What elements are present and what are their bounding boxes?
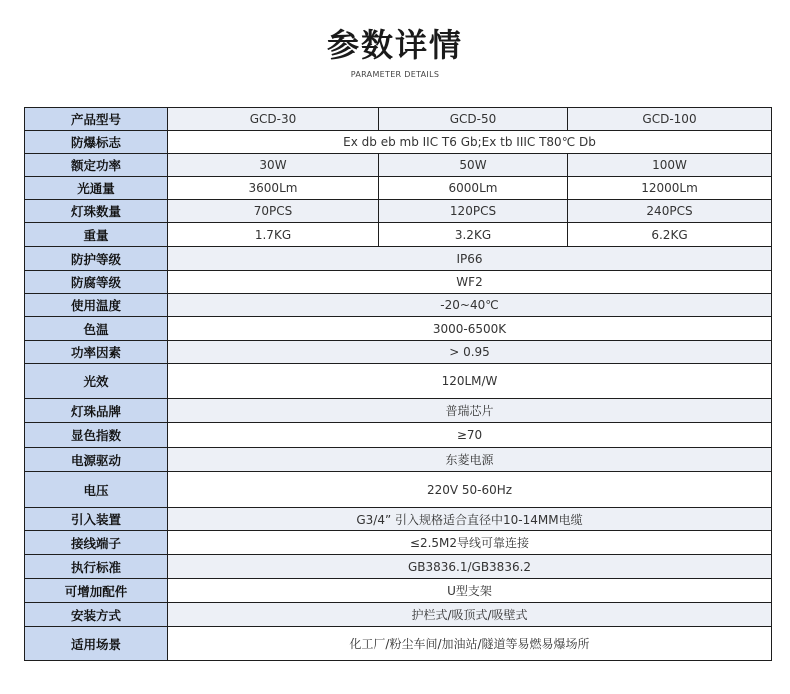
- row-label: 防爆标志: [25, 131, 168, 154]
- row-value: ≥70: [168, 423, 772, 448]
- row-value: 30W: [168, 154, 379, 177]
- row-value: 240PCS: [568, 200, 772, 223]
- row-value: 6000Lm: [379, 177, 568, 200]
- table-row: [25, 579, 772, 603]
- row-value: 70PCS: [168, 200, 379, 223]
- row-value: 护栏式/吸顶式/吸壁式: [168, 603, 772, 627]
- row-label: 电压: [25, 472, 168, 508]
- row-label: 光通量: [25, 177, 168, 200]
- row-label: 额定功率: [25, 154, 168, 177]
- table-row: [25, 294, 772, 317]
- table-row: [25, 399, 772, 423]
- parameter-table: [24, 107, 772, 661]
- row-label: 功率因素: [25, 341, 168, 364]
- table-row: [25, 508, 772, 531]
- table-row: [25, 177, 772, 200]
- row-value: 120PCS: [379, 200, 568, 223]
- table-row: [25, 423, 772, 448]
- row-value: GCD-100: [568, 108, 772, 131]
- table-row: [25, 108, 772, 131]
- row-value: 6.2KG: [568, 223, 772, 247]
- row-label: 防护等级: [25, 247, 168, 271]
- table-row: [25, 154, 772, 177]
- row-label: 接线端子: [25, 531, 168, 555]
- row-label: 光效: [25, 364, 168, 399]
- row-value: GB3836.1/GB3836.2: [168, 555, 772, 579]
- table-row: [25, 223, 772, 247]
- table-row: [25, 603, 772, 627]
- row-value: 东菱电源: [168, 448, 772, 472]
- row-value: WF2: [168, 271, 772, 294]
- row-value: 3600Lm: [168, 177, 379, 200]
- row-value: GCD-50: [379, 108, 568, 131]
- row-label: 防腐等级: [25, 271, 168, 294]
- page-subtitle: PARAMETER DETAILS: [350, 70, 440, 79]
- row-value: 12000Lm: [568, 177, 772, 200]
- table-row: [25, 472, 772, 508]
- row-value: 100W: [568, 154, 772, 177]
- table-row: [25, 627, 772, 661]
- row-value: 普瑞芯片: [168, 399, 772, 423]
- row-label: 重量: [25, 223, 168, 247]
- row-value: Ex db eb mb IIC T6 Gb;Ex tb IIIC T80℃ Db: [168, 131, 772, 154]
- table-row: [25, 131, 772, 154]
- row-value: GCD-30: [168, 108, 379, 131]
- row-label: 适用场景: [25, 627, 168, 661]
- table-row: [25, 341, 772, 364]
- row-label: 可增加配件: [25, 579, 168, 603]
- row-value: > 0.95: [168, 341, 772, 364]
- row-value: 50W: [379, 154, 568, 177]
- row-value: U型支架: [168, 579, 772, 603]
- row-value: 120LM/W: [168, 364, 772, 399]
- row-label: 显色指数: [25, 423, 168, 448]
- row-value: ≤2.5M2导线可靠连接: [168, 531, 772, 555]
- row-label: 引入装置: [25, 508, 168, 531]
- table-row: [25, 200, 772, 223]
- row-value: -20~40℃: [168, 294, 772, 317]
- row-label: 灯珠数量: [25, 200, 168, 223]
- row-value: 220V 50-60Hz: [168, 472, 772, 508]
- row-value: IP66: [168, 247, 772, 271]
- row-label: 灯珠品牌: [25, 399, 168, 423]
- page-title: 参数详情: [326, 26, 463, 64]
- table-row: [25, 531, 772, 555]
- table-row: [25, 317, 772, 341]
- table-row: [25, 448, 772, 472]
- table-row: [25, 271, 772, 294]
- parameter-table-body: [25, 108, 772, 661]
- row-value: 3000-6500K: [168, 317, 772, 341]
- row-label: 产品型号: [25, 108, 168, 131]
- row-label: 安装方式: [25, 603, 168, 627]
- row-label: 电源驱动: [25, 448, 168, 472]
- row-value: 3.2KG: [379, 223, 568, 247]
- row-label: 执行标准: [25, 555, 168, 579]
- table-row: [25, 247, 772, 271]
- row-label: 色温: [25, 317, 168, 341]
- row-value: 1.7KG: [168, 223, 379, 247]
- row-value: G3/4” 引入规格适合直径中10-14MM电缆: [168, 508, 772, 531]
- table-row: [25, 364, 772, 399]
- row-value: 化工厂/粉尘车间/加油站/隧道等易燃易爆场所: [168, 627, 772, 661]
- row-label: 使用温度: [25, 294, 168, 317]
- table-row: [25, 555, 772, 579]
